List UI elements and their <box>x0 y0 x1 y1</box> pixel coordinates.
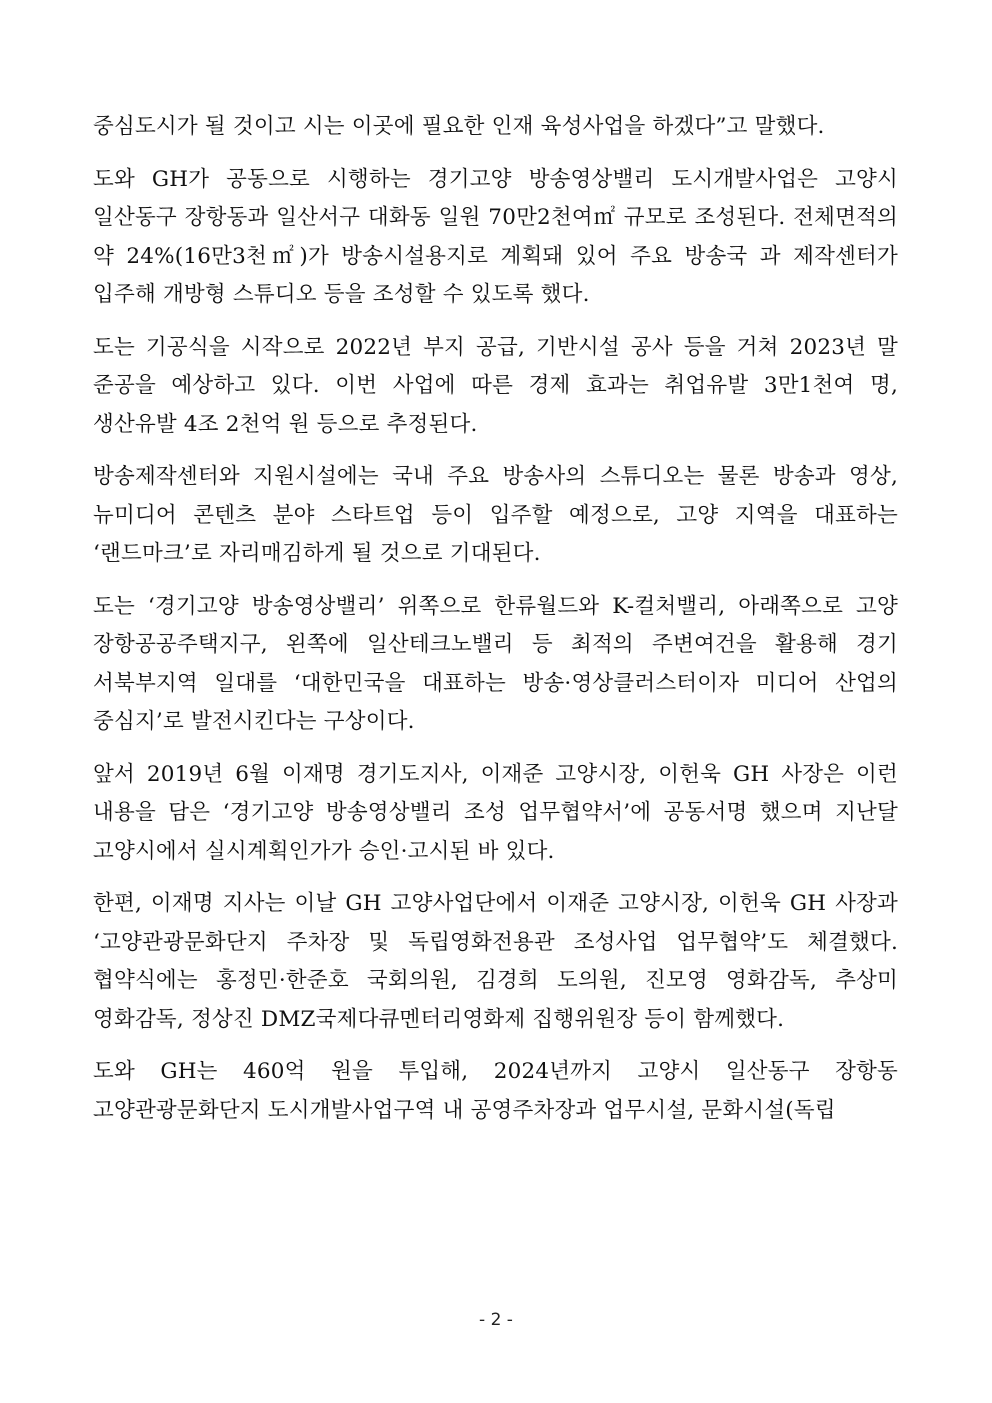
page-number: - 2 - <box>479 1310 513 1330</box>
paragraph-1: 중심도시가 될 것이고 시는 이곳에 필요한 인재 육성사업을 하겠다”고 말했다. <box>93 114 825 139</box>
paragraph-2: 도와 GH가 공동으로 시행하는 경기고양 방송영상밸리 도시개발사업은 고양시 일산동구 장항동과 일산서구 대화동 일원 70만2천여㎡ 규모로 조성된다. 전체면적의 약 24%(16만3천㎡)가 방송시설용지로 계획돼 있어 주요 방송국 과 제작센터가 입주해 개방형 스튜디오 등을 조성할 수 있도록 했다. <box>93 166 898 307</box>
paragraph-5: 도는 ‘경기고양 방송영상밸리’ 위쪽으로 한류월드와 K-컬처밸리, 아래쪽으로 고양 장항공공주택지구, 왼쪽에 일산테크노밸리 등 최적의 주변여건을 활용해 경기 서북부지역 일대를 ‘대한민국을 대표하는 방송·영상클러스터이자 미디어 산업의 중심지’로 발전시킨다는 구상이다. <box>93 593 898 734</box>
paragraph-8: 도와 GH는 460억 원을 투입해, 2024년까지 고양시 일산동구 장항동 고양관광문화단지 도시개발사업구역 내 공영주차장과 업무시설, 문화시설(독립 <box>93 1059 898 1123</box>
paragraph-4: 방송제작센터와 지원시설에는 국내 주요 방송사의 스튜디오는 물론 방송과 영상, 뉴미디어 콘텐츠 분야 스타트업 등이 입주할 예정으로, 고양 지역을 대표하는 ‘랜드마크’로 자리매김하게 될 것으로 기대된다. <box>93 464 898 566</box>
paragraph-3: 도는 기공식을 시작으로 2022년 부지 공급, 기반시설 공사 등을 거쳐 2023년 말 준공을 예상하고 있다. 이번 사업에 따른 경제 효과는 취업유발 3만1천여 명, 생산유발 4조 2천억 원 등으로 추정된다. <box>93 334 898 437</box>
document-body <box>93 108 898 1144</box>
paragraph-6: 앞서 2019년 6월 이재명 경기도지사, 이재준 고양시장, 이헌욱 GH 사장은 이런 내용을 담은 ‘경기고양 방송영상밸리 조성 업무협약서’에 공동서명 했으며 지난달 고양시에서 실시계획인가가 승인·고시된 바 있다. <box>93 761 898 864</box>
paragraph-7: 한편, 이재명 지사는 이날 GH 고양사업단에서 이재준 고양시장, 이헌욱 GH 사장과 ‘고양관광문화단지 주차장 및 독립영화전용관 조성사업 업무협약’도 체결했다. 협약식에는 홍정민·한준호 국회의원, 김경희 도의원, 진모영 영화감독, 추상미 영화감독, 정상진 DMZ국제다큐멘터리영화제 집행위원장 등이 함께했다. <box>93 891 898 1032</box>
